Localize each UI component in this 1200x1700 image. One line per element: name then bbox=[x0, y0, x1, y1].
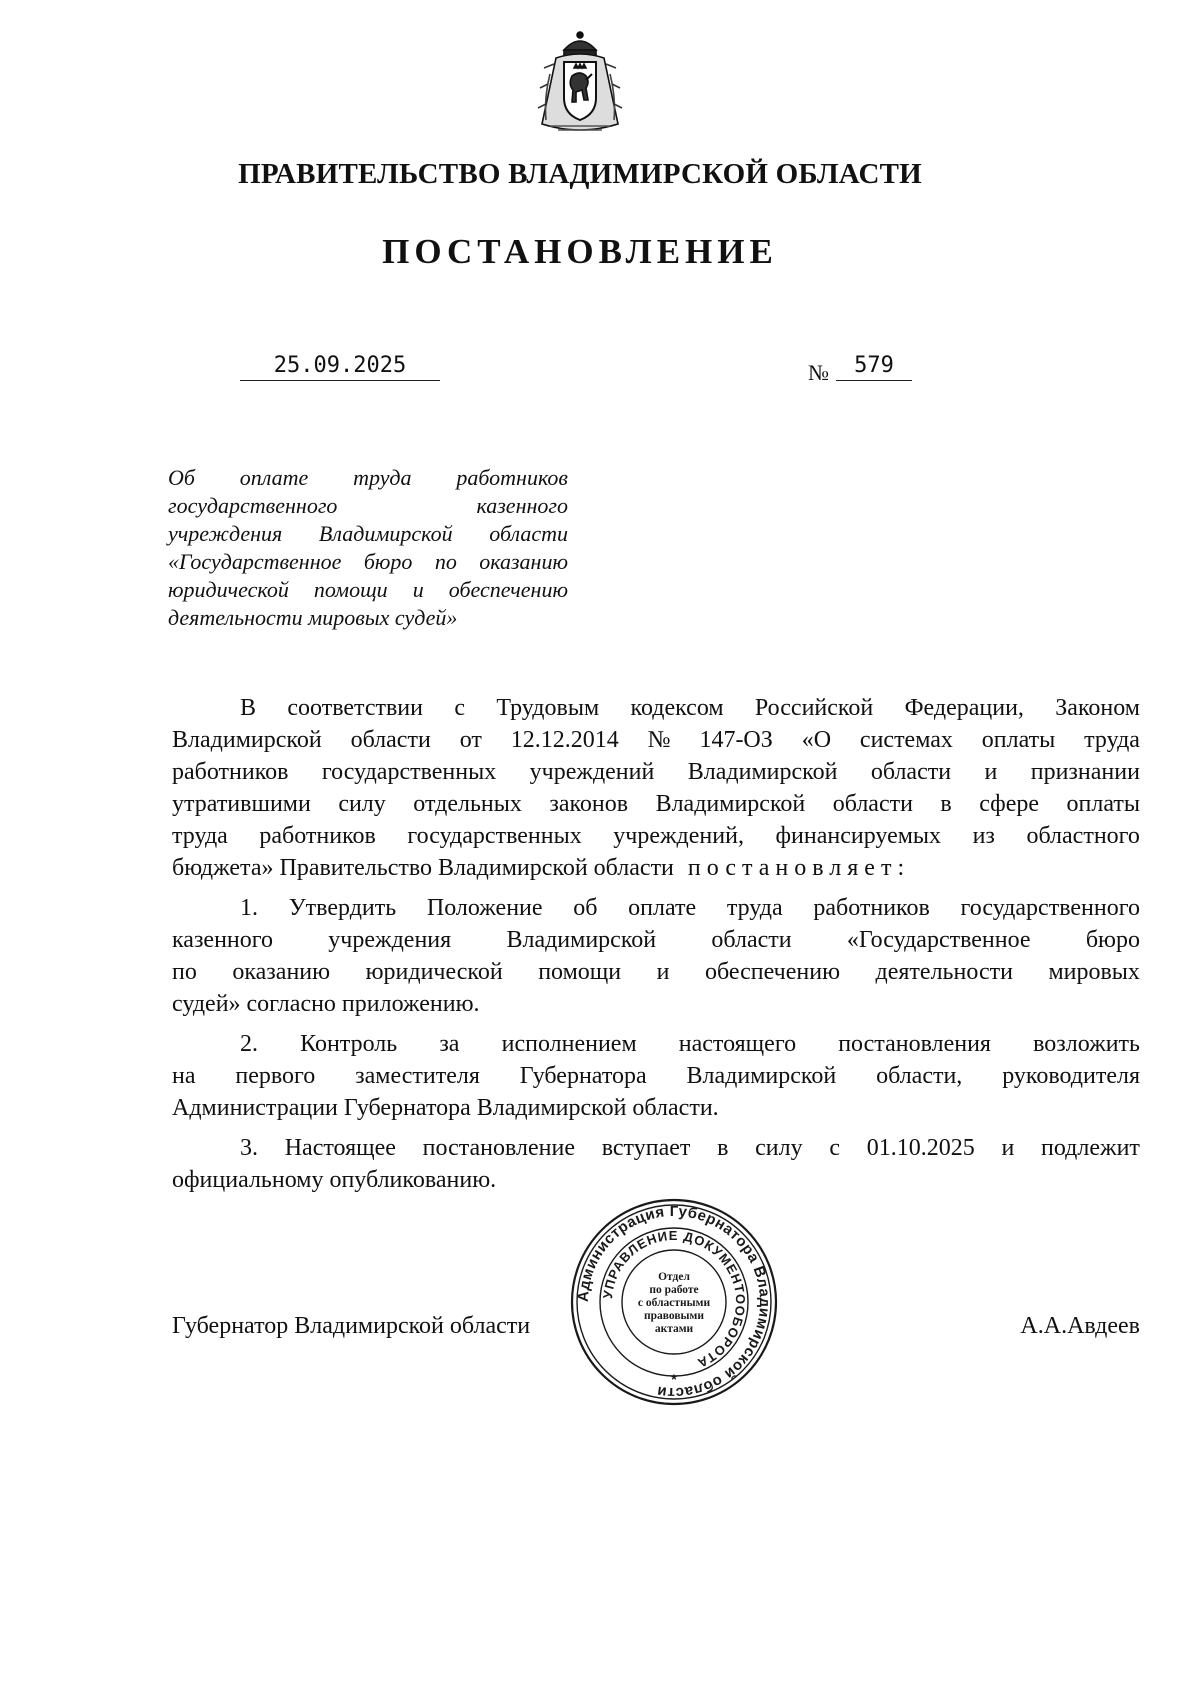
subject-line bbox=[168, 548, 568, 576]
subject-word: учреждения bbox=[168, 521, 283, 546]
resolves-word: постановляет: bbox=[687, 855, 911, 881]
subject-word: Владимирской bbox=[318, 521, 453, 546]
svg-text:УПРАВЛЕНИЕ ДОКУМЕНТООБОРОТА: УПРАВЛЕНИЕ ДОКУМЕНТООБОРОТА bbox=[599, 1227, 749, 1372]
subject-word: казенного bbox=[476, 493, 568, 518]
text-line: 2. Контроль за исполнением настоящего постановления возложить bbox=[240, 1031, 1140, 1057]
resolution-item bbox=[172, 1132, 1140, 1196]
subject-word: Об bbox=[168, 465, 195, 490]
number-label: № bbox=[808, 360, 829, 385]
text-line: работников государственных учреждений Владимирской области и признании bbox=[172, 759, 1140, 785]
text-line: казенного учреждения Владимирской области «Государственное бюро bbox=[172, 927, 1140, 953]
document-type-title: ПОСТАНОВЛЕНИЕ bbox=[382, 232, 778, 271]
text-line: утратившими силу отдельных законов Владимирской области в сфере оплаты bbox=[172, 791, 1140, 817]
signatory-position: Губернатор Владимирской области bbox=[172, 1313, 531, 1339]
document-date: 25.09.2025 bbox=[240, 353, 440, 381]
text-line: Владимирской области от 12.12.2014 № 147-ОЗ «О системах оплаты труда bbox=[172, 727, 1140, 753]
subject-word: по bbox=[434, 549, 457, 574]
subject-word: и bbox=[412, 577, 424, 602]
subject-word: юридической bbox=[168, 577, 289, 602]
text-line: 1. Утвердить Положение об оплате труда работников государственного bbox=[240, 895, 1140, 921]
official-seal-stamp bbox=[568, 1196, 780, 1408]
subject-word: труда bbox=[353, 465, 412, 490]
subject-word: оплате bbox=[239, 465, 309, 490]
subject-line bbox=[168, 520, 568, 548]
stamp-center-line: Отдел bbox=[658, 1271, 690, 1283]
resolution-item bbox=[172, 1028, 1140, 1124]
subject-line bbox=[168, 464, 568, 492]
document-subject bbox=[168, 464, 568, 632]
svg-text:*: * bbox=[671, 1371, 677, 1387]
stamp-center-line: правовыми bbox=[643, 1310, 705, 1322]
text-line: труда работников государственных учреждений, финансируемых из областного bbox=[172, 823, 1140, 849]
subject-word: деятельности мировых судей» bbox=[168, 605, 458, 630]
stamp-center-line: актами bbox=[654, 1323, 694, 1335]
subject-word: «Государственное bbox=[168, 549, 342, 574]
document-body bbox=[172, 692, 1140, 1204]
text-line: судей» согласно приложению. bbox=[172, 991, 480, 1017]
text-line: официальному опубликованию. bbox=[172, 1167, 497, 1193]
text-line: бюджета» Правительство Владимирской области постановляет: bbox=[172, 852, 1140, 884]
subject-line bbox=[168, 604, 568, 632]
text-line: Администрации Губернатора Владимирской области. bbox=[172, 1095, 719, 1121]
government-title: ПРАВИТЕЛЬСТВО ВЛАДИМИРСКОЙ ОБЛАСТИ bbox=[238, 158, 922, 190]
subject-word: обеспечению bbox=[448, 577, 568, 602]
document-number: 579 bbox=[836, 353, 912, 381]
subject-word: государственного bbox=[168, 493, 338, 518]
text-line: В соответствии с Трудовым кодексом Российской Федерации, Законом bbox=[240, 695, 1140, 721]
text-line: по оказанию юридической помощи и обеспечению деятельности мировых bbox=[172, 959, 1140, 985]
svg-text:Администрация Губернатора Влад: Администрация Губернатора Владимирской области bbox=[574, 1202, 774, 1402]
signatory-name: А.А.Авдеев bbox=[1020, 1313, 1140, 1339]
subject-word: помощи bbox=[313, 577, 388, 602]
resolution-item bbox=[172, 892, 1140, 1020]
subject-word: бюро bbox=[363, 549, 413, 574]
subject-line bbox=[168, 576, 568, 604]
stamp-center-line: с областными bbox=[637, 1297, 711, 1309]
preamble-paragraph bbox=[172, 692, 1140, 884]
subject-line bbox=[168, 492, 568, 520]
text-line: на первого заместителя Губернатора Владимирской области, руководителя bbox=[172, 1063, 1140, 1089]
subject-word: работников bbox=[456, 465, 568, 490]
subject-word: оказанию bbox=[479, 549, 568, 574]
stamp-center-line: по работе bbox=[649, 1284, 699, 1296]
text-line: 3. Настоящее постановление вступает в силу с 01.10.2025 и подлежит bbox=[240, 1135, 1140, 1161]
coat-of-arms-emblem bbox=[530, 28, 630, 140]
subject-word: области bbox=[489, 521, 568, 546]
